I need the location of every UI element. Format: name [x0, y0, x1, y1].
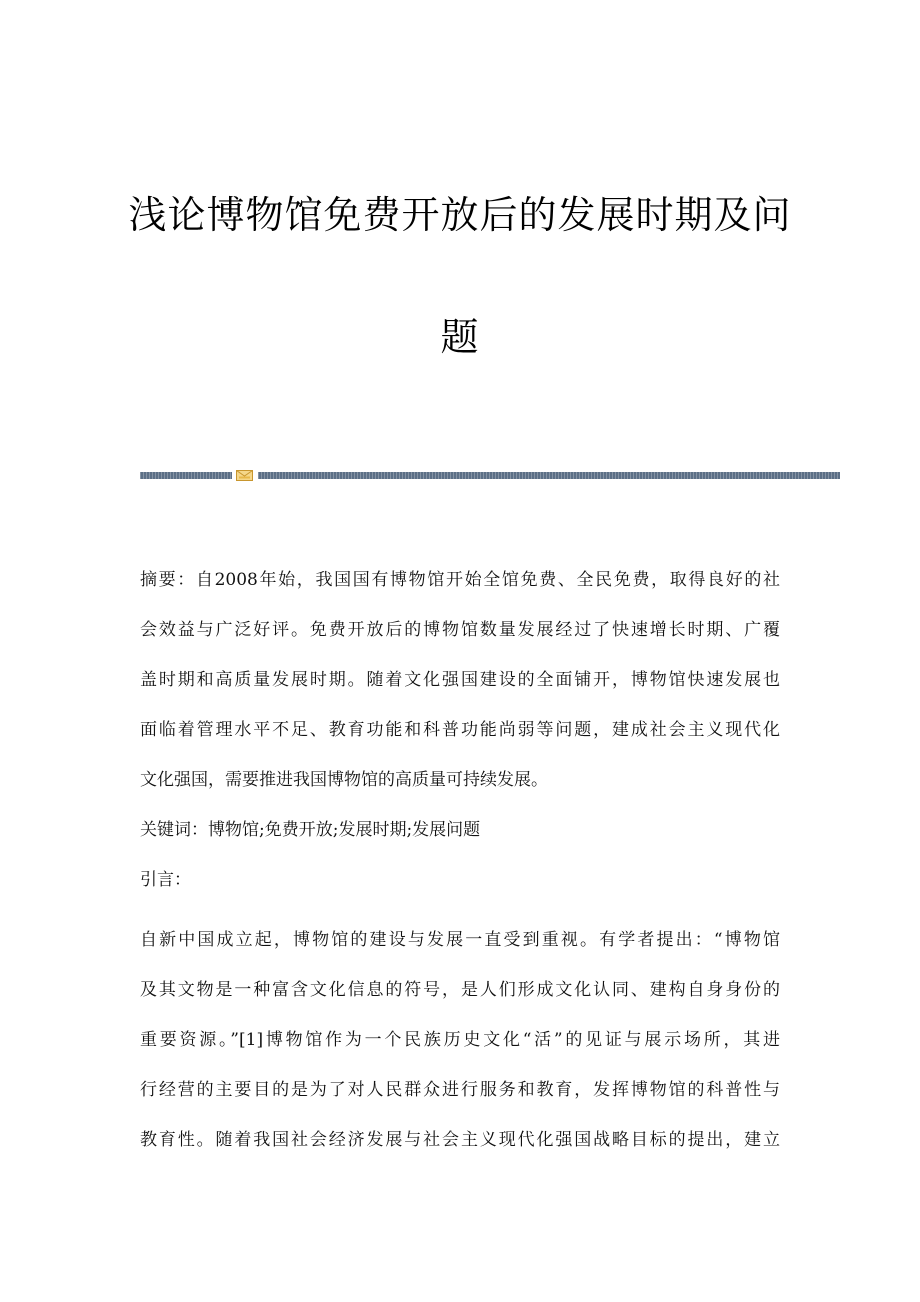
title-divider [140, 470, 840, 480]
abstract-line: 会效益与广泛好评。免费开放后的博物馆数量发展经过了快速增长时期、广覆 [140, 620, 780, 640]
envelope-ornament-icon [236, 470, 253, 481]
body-line: 自新中国成立起，博物馆的建设与发展一直受到重视。有学者提出：“博物馆 [140, 930, 780, 950]
divider-bar-right [258, 472, 840, 479]
divider-bar-left [140, 472, 232, 479]
abstract-paragraph [140, 555, 780, 805]
abstract-line: 盖时期和高质量发展时期。随着文化强国建设的全面铺开，博物馆快速发展也 [140, 670, 780, 690]
body-line: 及其文物是一种富含文化信息的符号，是人们形成文化认同、建构自身身份的 [140, 980, 780, 1000]
keywords-line: 关键词：博物馆;免费开放;发展时期;发展问题 [140, 820, 481, 840]
document-title-line-1: 浅论博物馆免费开放后的发展时期及问 [128, 193, 792, 237]
abstract-line: 摘要：自2008年始，我国国有博物馆开始全馆免费、全民免费，取得良好的社 [140, 570, 780, 590]
abstract-line: 面临着管理水平不足、教育功能和科普功能尚弱等问题，建成社会主义现代化 [140, 720, 780, 740]
keywords-paragraph [140, 805, 780, 855]
intro-heading [140, 855, 780, 905]
body-line: 行经营的主要目的是为了对人民群众进行服务和教育，发挥博物馆的科普性与 [140, 1080, 780, 1100]
document-title-line-2: 题 [440, 315, 480, 359]
abstract-line: 文化强国，需要推进我国博物馆的高质量可持续发展。 [140, 770, 548, 790]
body-paragraph [140, 915, 780, 1165]
body-line: 重要资源。”[1]博物馆作为一个民族历史文化“活”的见证与展示场所，其进 [140, 1030, 780, 1050]
intro-label: 引言： [140, 870, 191, 890]
body-line: 教育性。随着我国社会经济发展与社会主义现代化强国战略目标的提出，建立 [140, 1130, 780, 1150]
